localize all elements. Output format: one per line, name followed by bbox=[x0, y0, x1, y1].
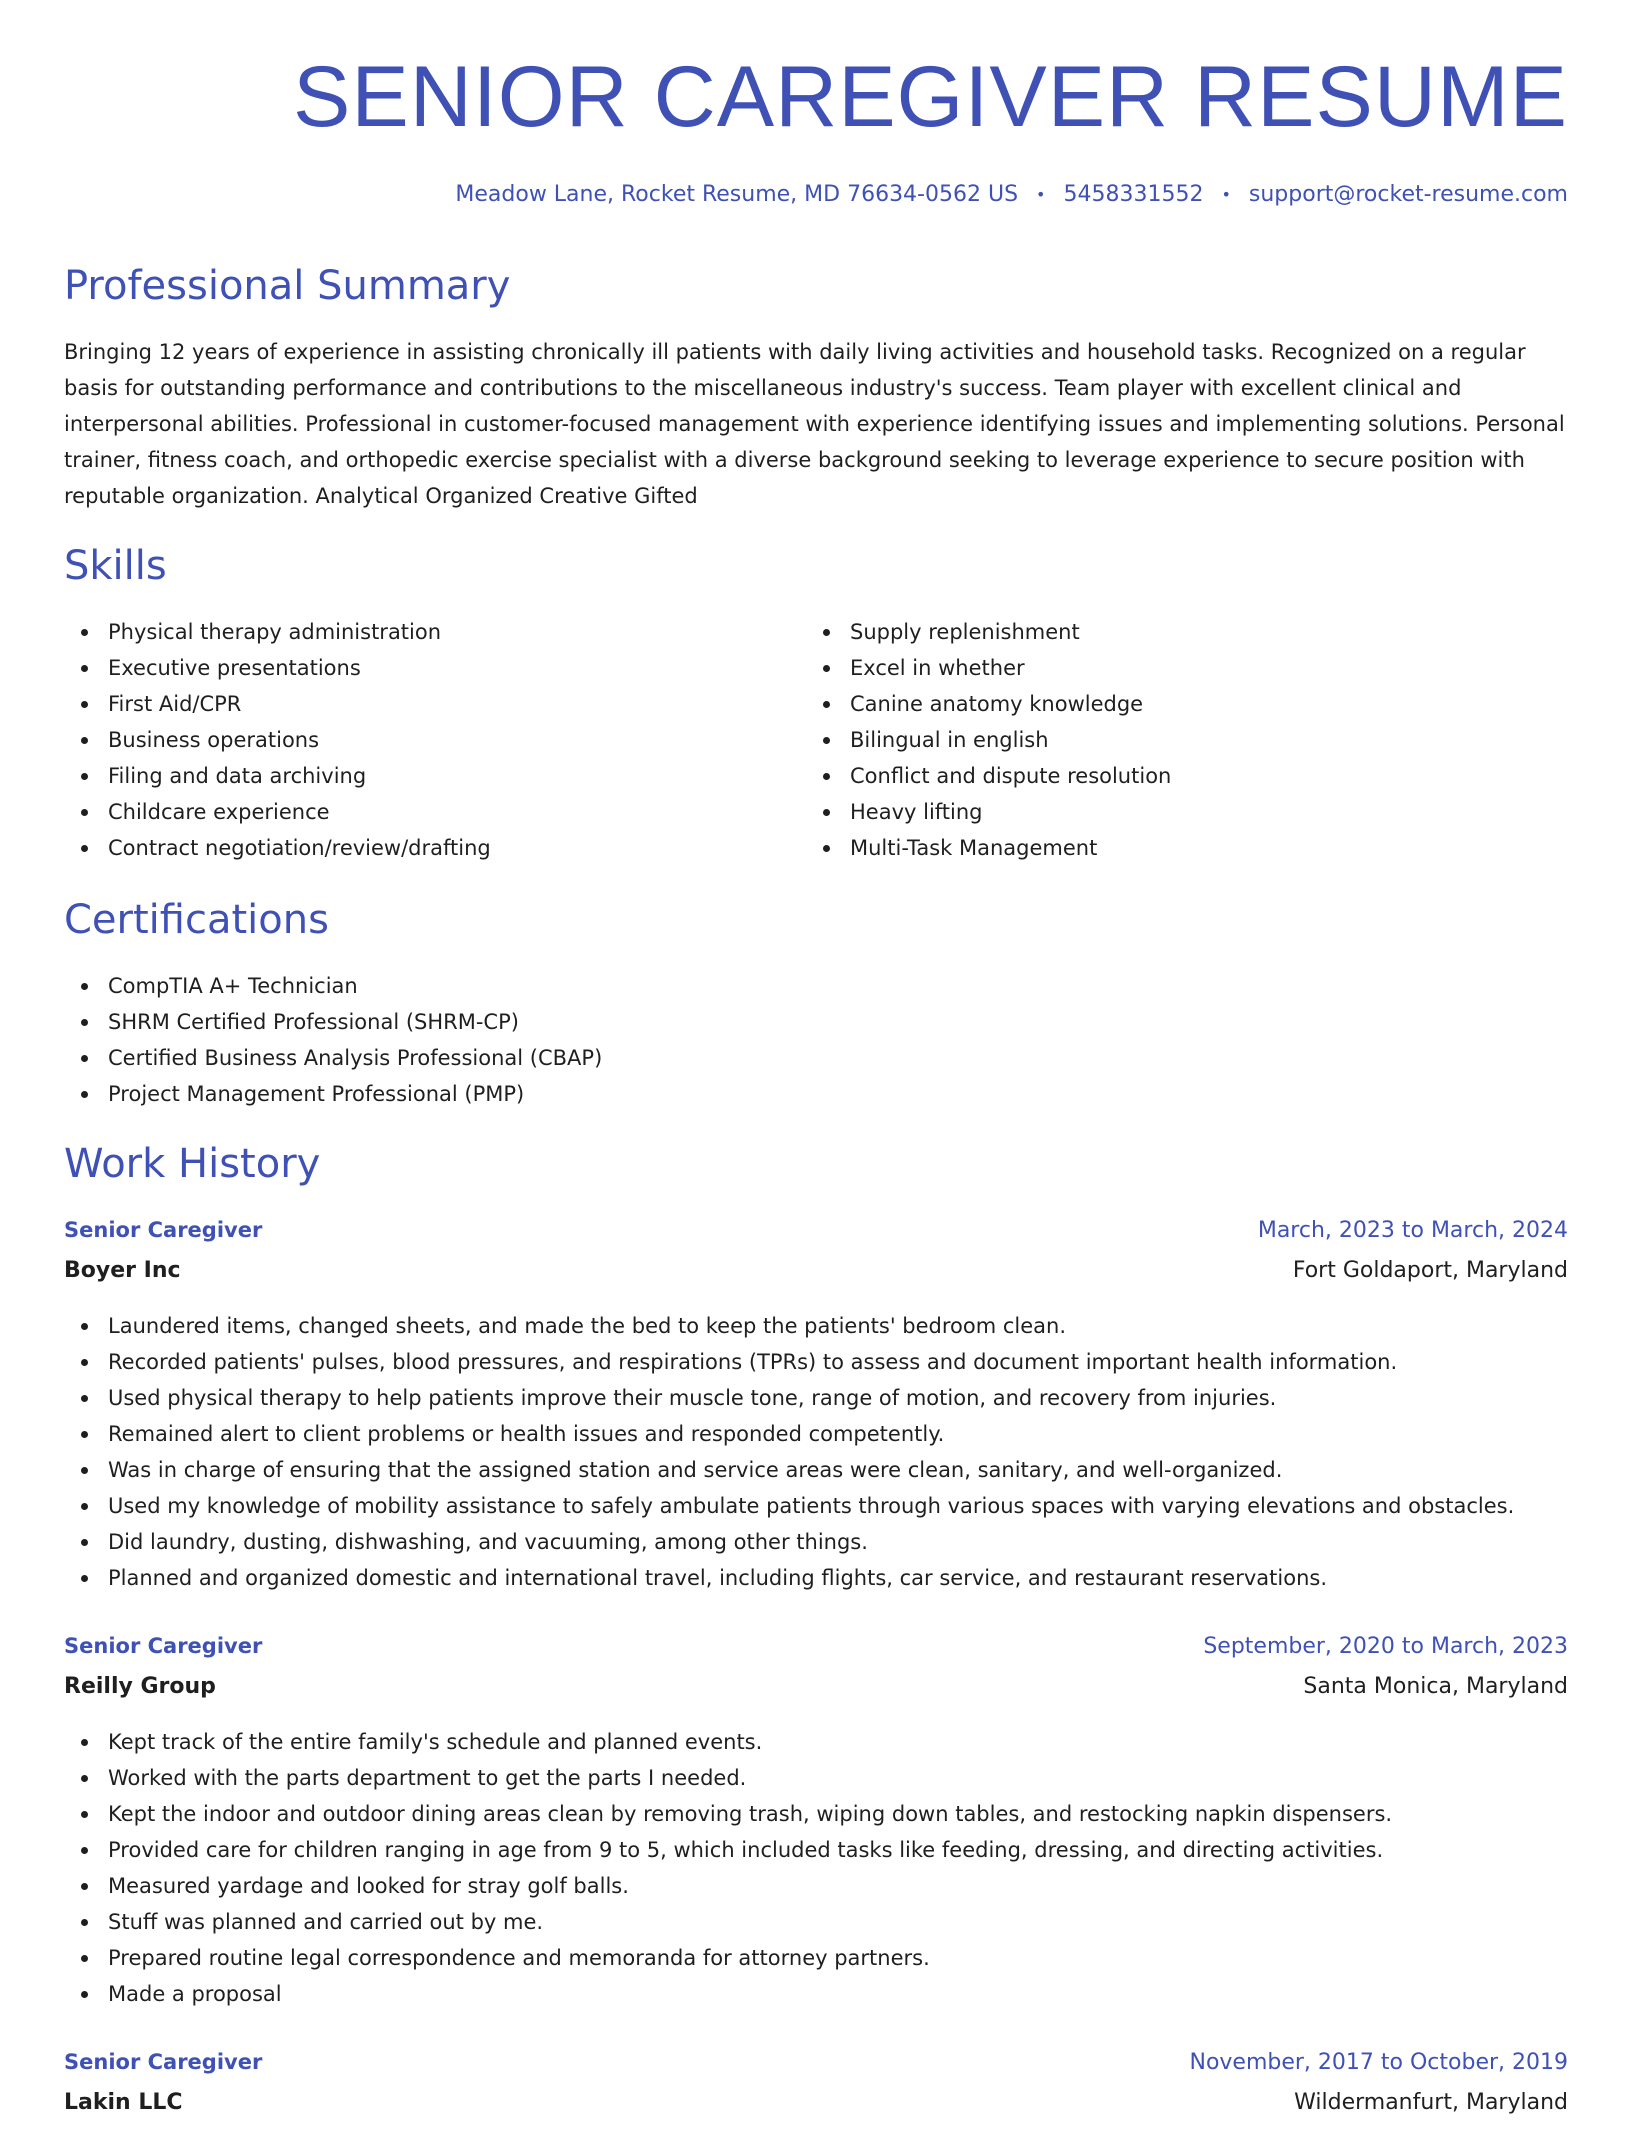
job-company: Lakin LLC bbox=[64, 2090, 183, 2115]
skill-item: Bilingual in english bbox=[806, 722, 1171, 758]
job-dates: September, 2020 to March, 2023 bbox=[1203, 1634, 1568, 1659]
job-duties-list bbox=[64, 1308, 1568, 1596]
job-location: Santa Monica, Maryland bbox=[1303, 1674, 1568, 1699]
skill-item: Supply replenishment bbox=[806, 614, 1171, 650]
skill-item: Conflict and dispute resolution bbox=[806, 758, 1171, 794]
job-duty-item: Provided care for children ranging in age from 9 to 5, which included tasks like feeding, dressing, and directing activities. bbox=[64, 1832, 1568, 1868]
skill-item: Canine anatomy knowledge bbox=[806, 686, 1171, 722]
certification-item: Project Management Professional (PMP) bbox=[64, 1076, 602, 1112]
skill-item: Physical therapy administration bbox=[64, 614, 491, 650]
job-duty-item: Kept track of the entire family's schedule and planned events. bbox=[64, 1724, 1568, 1760]
certification-item: CompTIA A+ Technician bbox=[64, 968, 602, 1004]
skill-item: Heavy lifting bbox=[806, 794, 1171, 830]
job-company: Reilly Group bbox=[64, 1674, 216, 1699]
job-company: Boyer Inc bbox=[64, 1258, 181, 1283]
job-duties-list bbox=[64, 1724, 1568, 2012]
contact-address: Meadow Lane, Rocket Resume, MD 76634-0562 US bbox=[455, 182, 1019, 207]
job-entry bbox=[64, 1218, 1568, 1596]
skill-item: Excel in whether bbox=[806, 650, 1171, 686]
certifications-heading: Certifications bbox=[64, 897, 329, 943]
certification-item: Certified Business Analysis Professional (CBAP) bbox=[64, 1040, 602, 1076]
job-duty-item: Worked with the parts department to get the parts I needed. bbox=[64, 1760, 1568, 1796]
job-duty-item: Was in charge of ensuring that the assigned station and service areas were clean, sanitary, and well-organized. bbox=[64, 1452, 1568, 1488]
skill-item: Business operations bbox=[64, 722, 491, 758]
skill-item: Filing and data archiving bbox=[64, 758, 491, 794]
certifications-list bbox=[64, 968, 602, 1112]
job-location: Wildermanfurt, Maryland bbox=[1294, 2090, 1568, 2115]
job-duty-item: Recorded patients' pulses, blood pressures, and respirations (TPRs) to assess and document important health information. bbox=[64, 1344, 1568, 1380]
skills-left-list bbox=[64, 614, 491, 866]
job-duty-item: Used my knowledge of mobility assistance to safely ambulate patients through various spaces with varying elevations and obstacles. bbox=[64, 1488, 1568, 1524]
certifications-block bbox=[64, 968, 602, 1112]
summary-heading: Professional Summary bbox=[64, 263, 511, 309]
contact-line bbox=[455, 182, 1568, 207]
job-dates: November, 2017 to October, 2019 bbox=[1189, 2050, 1568, 2075]
skills-heading: Skills bbox=[64, 543, 167, 589]
job-entry bbox=[64, 1634, 1568, 2012]
contact-separator: • bbox=[1036, 185, 1046, 204]
contact-separator: • bbox=[1221, 185, 1231, 204]
skill-item: First Aid/CPR bbox=[64, 686, 491, 722]
job-duty-item: Stuff was planned and carried out by me. bbox=[64, 1904, 1568, 1940]
skill-item: Contract negotiation/review/drafting bbox=[64, 830, 491, 866]
certification-item: SHRM Certified Professional (SHRM-CP) bbox=[64, 1004, 602, 1040]
job-duty-item: Remained alert to client problems or health issues and responded competently. bbox=[64, 1416, 1568, 1452]
skills-right-list bbox=[806, 614, 1171, 866]
job-title: Senior Caregiver bbox=[64, 1218, 263, 1242]
job-duty-item: Did laundry, dusting, dishwashing, and vacuuming, among other things. bbox=[64, 1524, 1568, 1560]
resume-title: SENIOR CAREGIVER RESUME bbox=[293, 49, 1568, 145]
job-duty-item: Measured yardage and looked for stray golf balls. bbox=[64, 1868, 1568, 1904]
skill-item: Executive presentations bbox=[64, 650, 491, 686]
skills-left-column bbox=[64, 614, 491, 866]
job-location: Fort Goldaport, Maryland bbox=[1292, 1258, 1568, 1283]
skill-item: Multi-Task Management bbox=[806, 830, 1171, 866]
skills-right-column bbox=[806, 614, 1171, 866]
skill-item: Childcare experience bbox=[64, 794, 491, 830]
job-duty-item: Planned and organized domestic and international travel, including flights, car service, and restaurant reservations. bbox=[64, 1560, 1568, 1596]
job-dates: March, 2023 to March, 2024 bbox=[1257, 1218, 1568, 1243]
job-entry bbox=[64, 2050, 1568, 2130]
job-duty-item: Laundered items, changed sheets, and made the bed to keep the patients' bedroom clean. bbox=[64, 1308, 1568, 1344]
contact-phone[interactable]: 5458331552 bbox=[1063, 182, 1204, 207]
job-duty-item: Made a proposal bbox=[64, 1976, 1568, 2012]
job-title: Senior Caregiver bbox=[64, 1634, 263, 1658]
job-duty-item: Kept the indoor and outdoor dining areas clean by removing trash, wiping down tables, and restocking napkin dispensers. bbox=[64, 1796, 1568, 1832]
summary-text: Bringing 12 years of experience in assisting chronically ill patients with daily living activities and household tasks. Recognized on a regular basis for outstanding performance and contributions to the miscellaneous industry's success. Team player with excellent clinical and interpersonal abilities. Professional in customer-focused management with experience identifying issues and implementing solutions. Personal trainer, fitness coach, and orthopedic exercise specialist with a diverse background seeking to leverage experience to secure position with reputable organization. Analytical Organized Creative Gifted bbox=[64, 340, 1565, 508]
contact-email[interactable]: support@rocket-resume.com bbox=[1248, 182, 1568, 207]
job-duty-item: Prepared routine legal correspondence and memoranda for attorney partners. bbox=[64, 1940, 1568, 1976]
job-duty-item: Used physical therapy to help patients improve their muscle tone, range of motion, and recovery from injuries. bbox=[64, 1380, 1568, 1416]
work-history-heading: Work History bbox=[64, 1141, 321, 1187]
job-title: Senior Caregiver bbox=[64, 2050, 263, 2074]
